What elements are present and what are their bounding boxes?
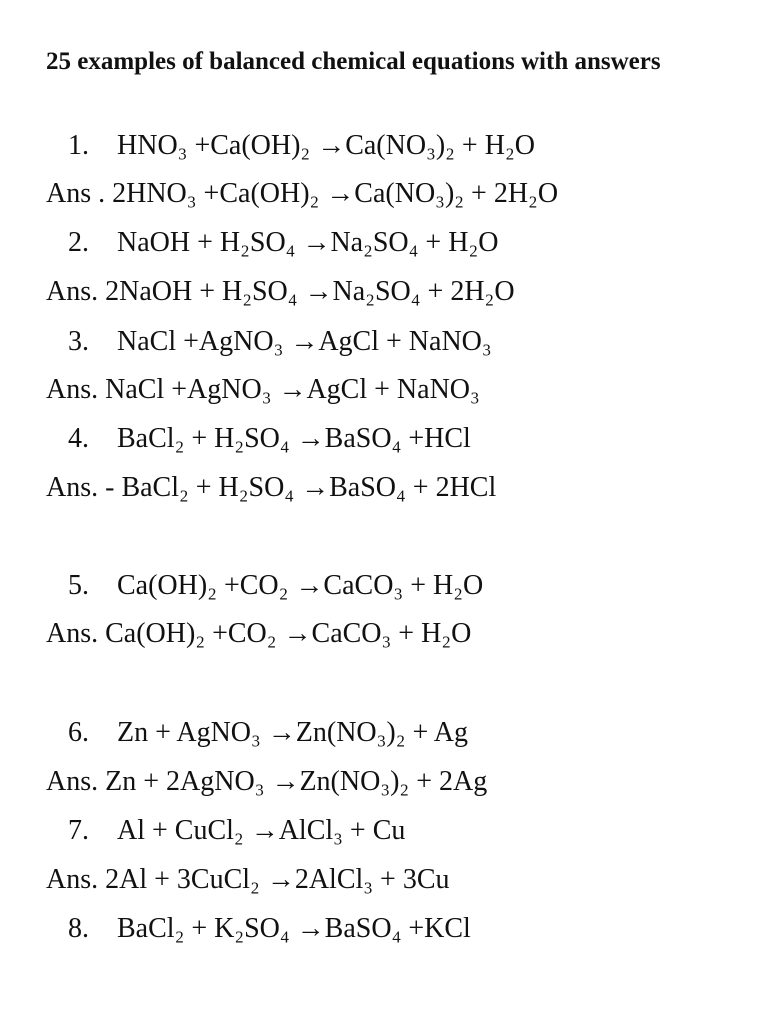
question-equation: NaOH + H₂SO₄ →Na₂SO₄ + H₂O xyxy=(117,227,499,258)
question-equation: BaCl₂ + K₂SO₄ →BaSO₄ +KCl xyxy=(117,913,471,944)
answer-line: Ans. Zn + 2AgNO₃ →Zn(NO₃)₂ + 2Ag xyxy=(46,766,488,797)
answer-line: Ans. NaCl +AgNO₃ →AgCl + NaNO₃ xyxy=(46,374,480,405)
question-line xyxy=(68,422,471,456)
question-line xyxy=(68,226,498,260)
question-number: 6. xyxy=(68,717,89,748)
answer-line: Ans. Ca(OH)₂ +CO₂ →CaCO₃ + H₂O xyxy=(46,618,472,649)
answer-line: Ans. - BaCl₂ + H₂SO₄ →BaSO₄ + 2HCl xyxy=(46,472,497,503)
question-line xyxy=(68,912,471,946)
question-equation: BaCl₂ + H₂SO₄ →BaSO₄ +HCl xyxy=(117,423,471,454)
question-number: 8. xyxy=(68,913,89,944)
question-line xyxy=(68,325,492,359)
question-equation: HNO₃ +Ca(OH)₂ →Ca(NO₃)₂ + H₂O xyxy=(117,130,535,161)
question-equation: NaCl +AgNO₃ →AgCl + NaNO₃ xyxy=(117,326,492,357)
question-number: 5. xyxy=(68,570,89,601)
question-line xyxy=(68,129,535,163)
question-number: 1. xyxy=(68,130,89,161)
answer-line: Ans. 2NaOH + H₂SO₄ →Na₂SO₄ + 2H₂O xyxy=(46,276,515,307)
question-number: 4. xyxy=(68,423,89,454)
question-line xyxy=(68,716,468,750)
question-line xyxy=(68,569,483,603)
answer-line: Ans. 2Al + 3CuCl₂ →2AlCl₃ + 3Cu xyxy=(46,864,450,895)
question-number: 2. xyxy=(68,227,89,258)
question-number: 3. xyxy=(68,326,89,357)
question-equation: Al + CuCl₂ →AlCl₃ + Cu xyxy=(117,815,406,846)
question-equation: Zn + AgNO₃ →Zn(NO₃)₂ + Ag xyxy=(117,717,468,748)
page-title: 25 examples of balanced chemical equations with answers xyxy=(46,48,661,75)
question-equation: Ca(OH)₂ +CO₂ →CaCO₃ + H₂O xyxy=(117,570,484,601)
question-number: 7. xyxy=(68,815,89,846)
answer-line: Ans . 2HNO₃ +Ca(OH)₂ →Ca(NO₃)₂ + 2H₂O xyxy=(46,178,559,209)
question-line xyxy=(68,814,405,848)
